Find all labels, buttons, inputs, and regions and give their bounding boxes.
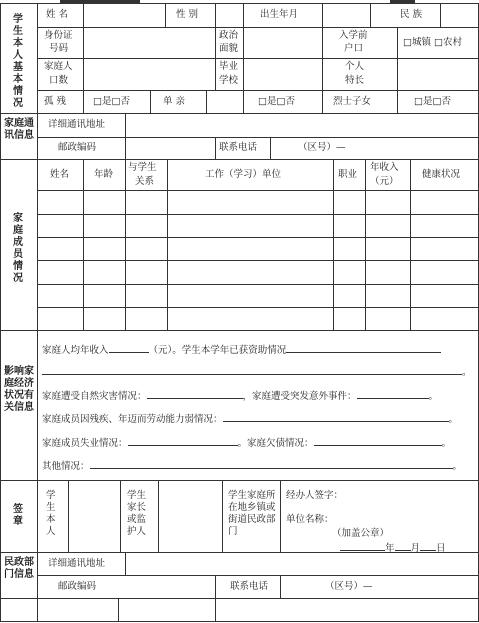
label-politics-2: 面貌 [219,43,239,54]
header-name: 姓名 [50,169,70,180]
blank-year[interactable] [340,540,385,551]
rule [410,159,411,330]
rule [397,27,398,90]
rule [333,159,334,330]
rule [37,307,479,308]
period: 。 [462,367,472,378]
rule [215,3,216,90]
day-label: 日 [436,543,446,554]
label-school-2: 学校 [219,75,239,86]
rule [0,598,479,599]
month-label: 月 [410,543,421,554]
sign-parent-label: 学生家长或监护人 [127,490,147,537]
header-income-2: （元） [370,176,399,187]
rule [0,159,479,160]
header-job: 职业 [338,169,358,180]
rule [37,3,38,622]
sign-civil-label: 学生家庭所在地乡镇或街道民政部门 [228,490,276,537]
label-phone: 联系电话 [219,142,258,153]
header-relation-2: 关系 [135,176,155,187]
rule [158,480,159,552]
seal-note: （加盖公章） [332,528,390,539]
label-hukou-1: 入学前 [339,30,368,41]
rule [37,90,479,91]
rule [167,159,168,330]
handler-label: 经办人签字： [286,490,344,501]
rule [120,480,121,552]
section-economy-label: 影响家庭经济状况有关信息 [4,366,34,413]
other-label: 其他情况： [42,461,90,472]
rule [165,3,166,27]
header-relation-1: 与学生 [128,162,157,173]
economy-line-continued [42,364,472,379]
section-civil-label: 民政部门信息 [4,557,34,580]
rule [397,90,398,113]
period: 。 [448,414,459,425]
rule [365,159,366,330]
header-age: 年龄 [94,169,114,180]
labor-label: 家庭成员因残疾、年迈而劳动能力弱情况： [42,414,223,425]
rule [0,3,479,4]
rule [37,190,479,191]
blank-other[interactable] [90,458,453,469]
economy-line-other [42,458,462,473]
rule [215,598,216,621]
header-income-1: 年收入 [370,162,399,173]
income-mid: （元）。学生本学年已获资助情况 [148,345,287,356]
blank-labor[interactable] [223,411,449,422]
rule [37,575,479,576]
single-parent-options[interactable]: □是□否 [258,96,295,107]
rule [280,480,281,552]
label-talent-1: 个人 [345,61,365,72]
rule [37,137,479,138]
label-id-1: 身份证 [44,30,73,41]
rule [0,3,1,622]
rule [37,27,479,28]
economy-line-labor [42,411,458,426]
blank-aid[interactable] [286,342,441,353]
blank-income[interactable] [109,342,149,353]
header-work: 工作（学习）单位 [205,169,282,180]
blank-unemployment[interactable] [128,435,238,446]
debt-label: 。家庭欠债情况： [237,438,314,449]
label-school-1: 毕业 [219,61,239,72]
blank-aid-continued[interactable] [42,364,462,375]
label-postcode: 邮政编码 [58,142,97,153]
period: 。 [428,391,439,402]
economy-line-disaster [42,388,438,403]
rule [270,137,271,159]
orphan-options[interactable]: □是□否 [93,96,130,107]
rule [0,480,479,481]
rule [37,58,479,59]
label-gender: 性 别 [176,9,199,20]
blank-day[interactable] [420,540,436,551]
label-ethnicity: 民 族 [400,9,423,20]
rule [125,113,126,159]
rule [0,621,479,622]
blank-disaster[interactable] [147,388,243,399]
period: 。 [452,461,463,472]
label-politics-1: 政治 [219,30,239,41]
civil-area-code: （区号）— [325,581,373,592]
label-talent-2: 特长 [345,75,365,86]
civil-address-label: 详细通讯地址 [48,558,106,569]
rule [0,113,479,114]
rule [215,137,216,159]
income-prefix: 家庭人均年收入 [42,345,109,356]
rule [150,90,151,113]
sign-date [340,540,446,555]
disaster-label: 家庭遭受自然灾害情况： [42,391,147,402]
rule [68,480,69,552]
civil-postcode-label: 邮政编码 [58,581,97,592]
sign-student-label: 学生本人 [46,490,56,537]
accident-label: ，家庭遭受突发意外事件： [242,391,357,402]
civil-phone-label: 联系电话 [230,581,269,592]
period: 。 [441,438,452,449]
rule [118,598,119,621]
section-basic-label: 学生本人基本情况 [13,14,23,109]
rule [83,159,84,330]
label-birth: 出生年月 [260,9,299,20]
economy-line-income [42,342,441,357]
rule [222,480,223,552]
hukou-options[interactable]: □城镇 □农村 [403,37,462,48]
rule [0,330,479,331]
rule [206,90,207,113]
rule [243,3,244,113]
rule [280,575,281,598]
label-address: 详细通讯地址 [48,119,106,130]
label-martyr: 烈士子女 [333,96,372,107]
section-family-label: 家庭成员情况 [13,213,23,284]
label-single-parent: 单 亲 [163,96,186,107]
area-code: （区号）— [298,142,346,153]
martyr-options[interactable]: □是□否 [414,96,451,107]
unemployment-label: 家庭成员失业情况： [42,438,128,449]
rule [125,159,126,330]
section-sign-label: 签章 [13,504,23,527]
label-hukou-2: 户口 [344,43,364,54]
rule [440,3,441,27]
economy-line-unemployment [42,435,451,450]
rule [322,90,323,113]
label-id-2: 号码 [49,43,69,54]
label-family-size-1: 家庭人 [44,61,73,72]
rule [83,3,84,90]
rule [37,237,479,238]
header-health: 健康状况 [422,169,461,180]
rule [37,284,479,285]
rule [215,575,216,598]
rule [370,3,371,27]
blank-month[interactable] [395,540,411,551]
section-contact-label: 家庭通讯信息 [4,118,34,141]
blank-debt[interactable] [314,435,442,446]
rule [125,552,126,575]
label-name: 姓 名 [46,9,69,20]
rule [37,214,479,215]
label-family-size-2: 口数 [49,75,69,86]
blank-accident[interactable] [357,388,429,399]
rule [37,260,479,261]
rule [83,90,84,113]
unit-label: 单位名称： [286,514,334,525]
rule [322,3,323,90]
label-orphan: 孤 残 [44,96,67,107]
year-label: 年 [385,543,395,554]
